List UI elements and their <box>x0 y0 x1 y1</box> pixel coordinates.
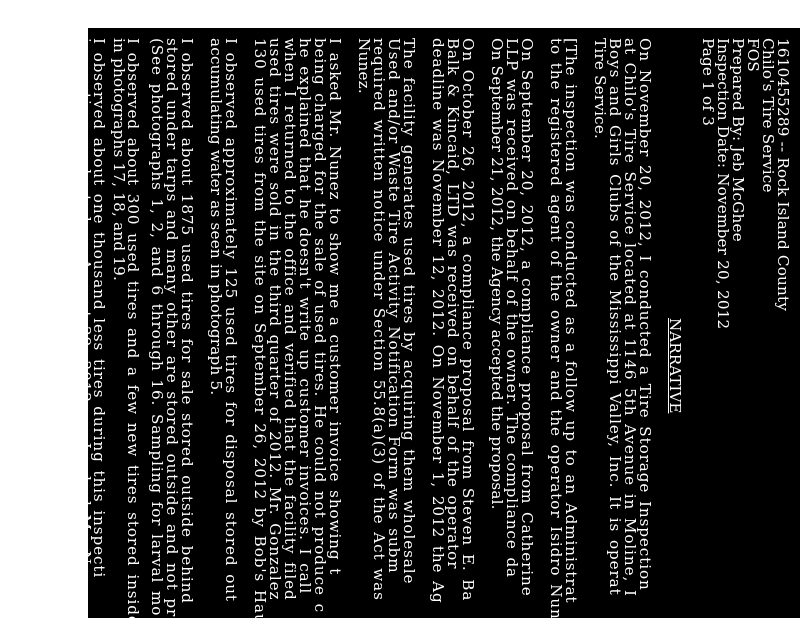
paragraph-line: (See photographs 1, 2, and 6 through 16. Sampling for larval mo <box>148 38 166 617</box>
inspection-date: Inspection Date: November 20, 2012 <box>714 38 732 330</box>
paragraph-line: On November 20, 2012, I conducted a Tire Storage Inspection <box>636 38 654 591</box>
paragraph-line: inspection conducted on August 29, 2012, so I asked Mr. Nunez <box>76 38 94 606</box>
paragraph-line: required written notice under Section 55.8(a)(3) of the Act was <box>370 38 388 601</box>
paragraph-line: he explained that he doesn't write up customer invoices. I call <box>296 38 314 595</box>
paragraph-line: Tire Service. <box>591 38 609 140</box>
section-title: NARRATIVE <box>666 318 684 414</box>
paragraph-line: stored under tarps and many other are stored outside and not pro <box>163 38 181 628</box>
paragraph-line: I observed about 300 used tires and a few new tires stored inside <box>124 38 142 626</box>
page-content-rotated <box>48 28 800 630</box>
case-line: 1610455289 -- Rock Island County <box>774 38 792 312</box>
paragraph-line: [The inspection was conducted as a follow up to an Administrat <box>562 38 580 604</box>
prepared-by: Prepared By: Jeb McGhee <box>729 38 747 242</box>
paragraph-line: when I returned to the office and verified that the facility filed <box>281 38 299 601</box>
paragraph-line: I observed about one thousand less tires during this inspecti <box>90 38 108 579</box>
paragraph-line: relocated to a private garage owned by Rosus Narciso locate <box>48 38 66 580</box>
paragraph-line: to the registered agent of the owner and the operator Isidro Nune <box>547 38 565 630</box>
paragraph-line: deadline was November 12, 2012. On November 1, 2012 the Ag <box>429 38 447 604</box>
paragraph-line: in photographs 17, 18, and 19. <box>110 38 128 282</box>
paragraph-line: I observed approximately 125 used tires for disposal stored out <box>222 38 240 602</box>
region-code: FOS <box>744 38 762 72</box>
paragraph-line: at Chilo's Tire Service located at 1146 5th Avenue in Moline, I <box>621 38 639 597</box>
paragraph-line: being charged for the sale of used tires. He could not produce c <box>311 38 329 614</box>
paragraph-line: 130 used tires from the site on September 26, 2012 by Bob's Hau <box>251 38 269 625</box>
paragraph-line: Balk & Kincaid, LTD was received on behalf of the operator <box>444 38 462 570</box>
paragraph-line: accumulating water as seen in photograph 5. <box>207 38 225 396</box>
facility-name: Chilo's Tire Service <box>759 38 777 193</box>
paragraph-line: On September 20, 2012, a compliance proposal from Catherine <box>518 38 536 597</box>
page-number: Page 1 of 3 <box>699 38 717 127</box>
scanned-page <box>48 28 800 630</box>
paragraph-line: Boys and Girls Clubs of the Mississippi Valley, Inc. It is operat <box>606 38 624 596</box>
paragraph-line: The facility generates used tires by acquiring them wholesale <box>400 38 418 585</box>
paragraph-line: Nunez. <box>355 38 373 94</box>
paragraph-line: used tires were sold in the third quarter of 2012. Mr. Gonzalez <box>266 38 284 601</box>
paragraph-line: Used and/or Waste Tire Activity Notification Form was subm <box>385 38 403 574</box>
paragraph-line: explained that he removed approximately 800 used tires from the <box>62 38 80 620</box>
paragraph-line: I asked Mr. Nunez to show me a customer invoice showing t <box>326 38 344 576</box>
paragraph-line: On September 21, 2012, the Agency accepted the proposal. <box>488 38 506 510</box>
paragraph-line: LLP was received on behalf of the owner. The compliance da <box>503 38 521 579</box>
paragraph-line: On October 26, 2012, a compliance proposal from Steven E. Ba <box>459 38 477 602</box>
paragraph-line: I observed about 1875 used tires for sale stored outside behind <box>178 38 196 604</box>
